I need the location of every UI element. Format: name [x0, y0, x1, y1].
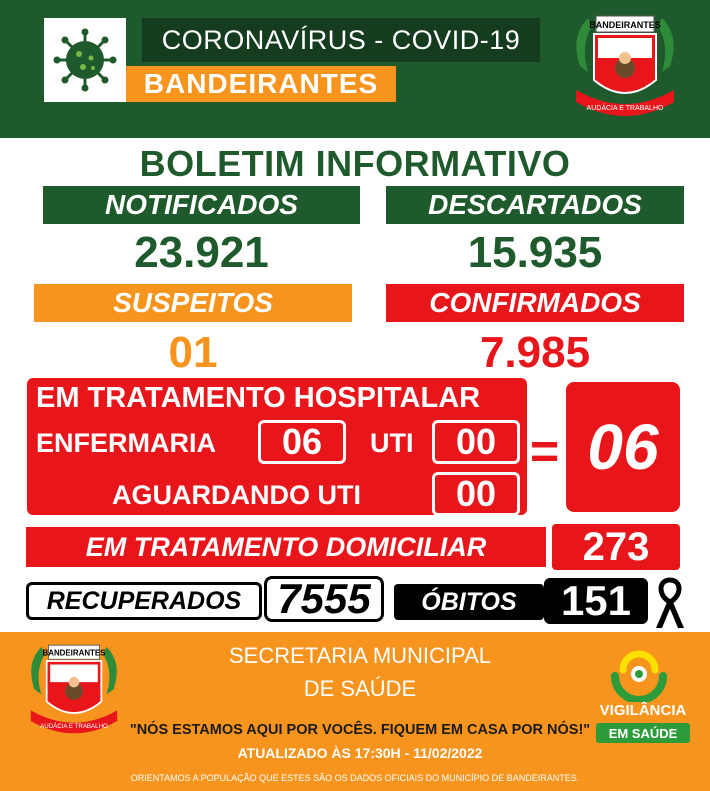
city-crest-icon	[22, 636, 126, 746]
enfermaria-value: 06	[258, 420, 346, 464]
notificados-label: NOTIFICADOS	[43, 186, 360, 224]
confirmados-label: CONFIRMADOS	[386, 284, 684, 322]
secretaria-line2: DE SAÚDE	[303, 676, 417, 701]
hospitalar-title: EM TRATAMENTO HOSPITALAR	[36, 382, 481, 414]
updated-timestamp: ATUALIZADO ÀS 17:30H - 11/02/2022	[237, 745, 483, 761]
equals-sign: =	[530, 423, 560, 479]
domiciliar-value: 273	[552, 524, 680, 570]
descartados-label: DESCARTADOS	[386, 186, 684, 224]
confirmados-value: 7.985	[479, 328, 591, 377]
header-city: BANDEIRANTES	[126, 66, 396, 102]
page-title: BOLETIM INFORMATIVO	[139, 143, 571, 184]
domiciliar-label: EM TRATAMENTO DOMICILIAR	[26, 527, 546, 567]
aguardando-uti-label: AGUARDANDO UTI	[112, 480, 361, 510]
vigilancia-logo-icon	[605, 640, 673, 702]
mourning-ribbon-icon	[650, 574, 690, 630]
obitos-value: 151	[544, 578, 648, 624]
aguardando-uti-value: 00	[432, 472, 520, 516]
secretaria-line1: SECRETARIA MUNICIPAL	[228, 643, 491, 668]
uti-value: 00	[432, 420, 520, 464]
suspeitos-label: SUSPEITOS	[34, 284, 352, 322]
notificados-value: 23.921	[134, 228, 269, 277]
official-data-note: ORIENTAMOS A POPULAÇÃO QUE ESTES SÃO OS DADOS OFICIAIS DO MUNICÍPIO DE BANDEIRANTES.	[130, 773, 580, 783]
obitos-label: ÓBITOS	[394, 584, 544, 620]
hospitalar-total: 06	[566, 382, 680, 512]
city-crest-icon	[566, 6, 684, 130]
vigilancia-line2: EM SAÚDE	[596, 723, 690, 743]
recuperados-label: RECUPERADOS	[26, 582, 262, 620]
uti-label: UTI	[370, 428, 414, 458]
vigilancia-line1: VIGILÂNCIA	[599, 702, 687, 719]
crest-top-name: BANDEIRANTES	[589, 20, 661, 30]
header-title: CORONAVÍRUS - COVID-19	[142, 18, 540, 62]
recuperados-value: 7555	[264, 576, 384, 622]
crest-bottom-motto: AUDÁCIA E TRABALHO	[40, 723, 108, 731]
virus-icon-box	[44, 18, 126, 102]
enfermaria-label: ENFERMARIA	[36, 428, 216, 458]
descartados-value: 15.935	[467, 228, 603, 277]
crest-bottom-name: BANDEIRANTES	[42, 648, 106, 658]
suspeitos-value: 01	[168, 328, 218, 377]
crest-top-motto: AUDÁCIA E TRABALHO	[586, 105, 664, 112]
virus-icon	[53, 28, 117, 92]
quote-text: "NÓS ESTAMOS AQUI POR VOCÊS. FIQUEM EM CASA POR NÓS!"	[129, 722, 591, 738]
